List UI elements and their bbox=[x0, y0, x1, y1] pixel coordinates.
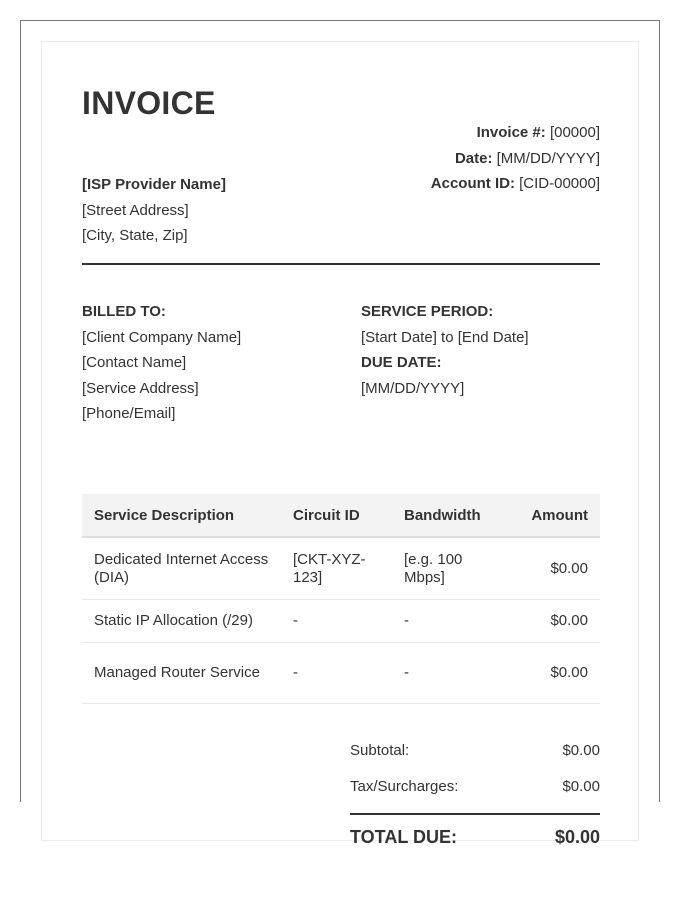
table-row bbox=[82, 537, 600, 600]
cell-bandwidth: [e.g. 100 Mbps] bbox=[392, 537, 516, 600]
billed-to-address: [Service Address] bbox=[82, 379, 199, 397]
document-viewport bbox=[20, 20, 660, 847]
subtotal-row bbox=[350, 741, 600, 777]
invoice-number-value: [00000] bbox=[549, 124, 600, 141]
billed-to-company: [Client Company Name] bbox=[82, 328, 242, 346]
cell-description: Managed Router Service bbox=[82, 643, 281, 704]
billed-to-phone: [Phone/Email] bbox=[82, 405, 176, 422]
invoice-meta bbox=[431, 120, 600, 197]
cell-circuit-id: - bbox=[281, 643, 392, 704]
billed-to-heading: BILLED TO: bbox=[82, 303, 166, 320]
cell-amount: $0.00 bbox=[516, 600, 600, 643]
services-table bbox=[82, 494, 600, 704]
total-due-value: $0.00 bbox=[554, 827, 600, 847]
invoice-number-label: Invoice #: bbox=[476, 124, 546, 141]
account-id-line bbox=[431, 171, 600, 197]
invoice-number-line bbox=[431, 120, 600, 146]
service-period-block bbox=[361, 299, 529, 401]
col-header-amount: Amount bbox=[516, 494, 600, 537]
provider-street: [Street Address] bbox=[82, 201, 189, 219]
due-date-heading: DUE DATE: bbox=[361, 354, 442, 371]
col-header-circuit-id: Circuit ID bbox=[281, 494, 392, 537]
cell-amount: $0.00 bbox=[516, 643, 600, 704]
tax-row bbox=[350, 777, 600, 813]
billed-to-block bbox=[82, 299, 241, 427]
tax-label: Tax/Surcharges: bbox=[350, 778, 459, 795]
service-period-heading: SERVICE PERIOD: bbox=[361, 303, 494, 320]
col-header-bandwidth: Bandwidth bbox=[392, 494, 516, 537]
tax-value: $0.00 bbox=[562, 778, 600, 795]
provider-city: [City, State, Zip] bbox=[82, 227, 188, 244]
account-id-label: Account ID: bbox=[430, 175, 515, 192]
totals-block bbox=[350, 741, 600, 851]
service-period-value: [Start Date] to [End Date] bbox=[361, 328, 529, 346]
table-row bbox=[82, 643, 600, 704]
invoice-date-value: [MM/DD/YYYY] bbox=[496, 149, 600, 167]
invoice-date-line bbox=[431, 146, 600, 172]
provider-name: [ISP Provider Name] bbox=[82, 176, 226, 193]
subtotal-value: $0.00 bbox=[562, 742, 600, 759]
cell-description: Dedicated Internet Access (DIA) bbox=[82, 537, 281, 600]
cell-amount: $0.00 bbox=[516, 537, 600, 600]
table-header-row bbox=[82, 494, 600, 537]
invoice-sheet bbox=[41, 41, 639, 847]
cell-circuit-id: [CKT-XYZ-123] bbox=[281, 537, 392, 600]
total-due-label: TOTAL DUE: bbox=[350, 827, 457, 847]
invoice-content bbox=[82, 85, 600, 847]
invoice-date-label: Date: bbox=[454, 149, 493, 167]
provider-block bbox=[82, 172, 226, 249]
total-due-row bbox=[350, 815, 600, 851]
col-header-description: Service Description bbox=[82, 494, 281, 537]
account-id-value: [CID-00000] bbox=[519, 175, 600, 192]
table-row bbox=[82, 600, 600, 643]
subtotal-label: Subtotal: bbox=[350, 742, 410, 759]
cell-bandwidth: - bbox=[392, 600, 516, 643]
invoice-header bbox=[82, 87, 600, 263]
cell-circuit-id: - bbox=[281, 600, 392, 643]
cell-bandwidth: - bbox=[392, 643, 516, 704]
due-date-value: [MM/DD/YYYY] bbox=[361, 379, 465, 397]
billing-section bbox=[82, 299, 600, 489]
header-divider bbox=[82, 263, 600, 265]
cell-description: Static IP Allocation (/29) bbox=[82, 600, 281, 643]
billed-to-contact: [Contact Name] bbox=[82, 354, 187, 371]
invoice-title: INVOICE bbox=[82, 85, 216, 121]
